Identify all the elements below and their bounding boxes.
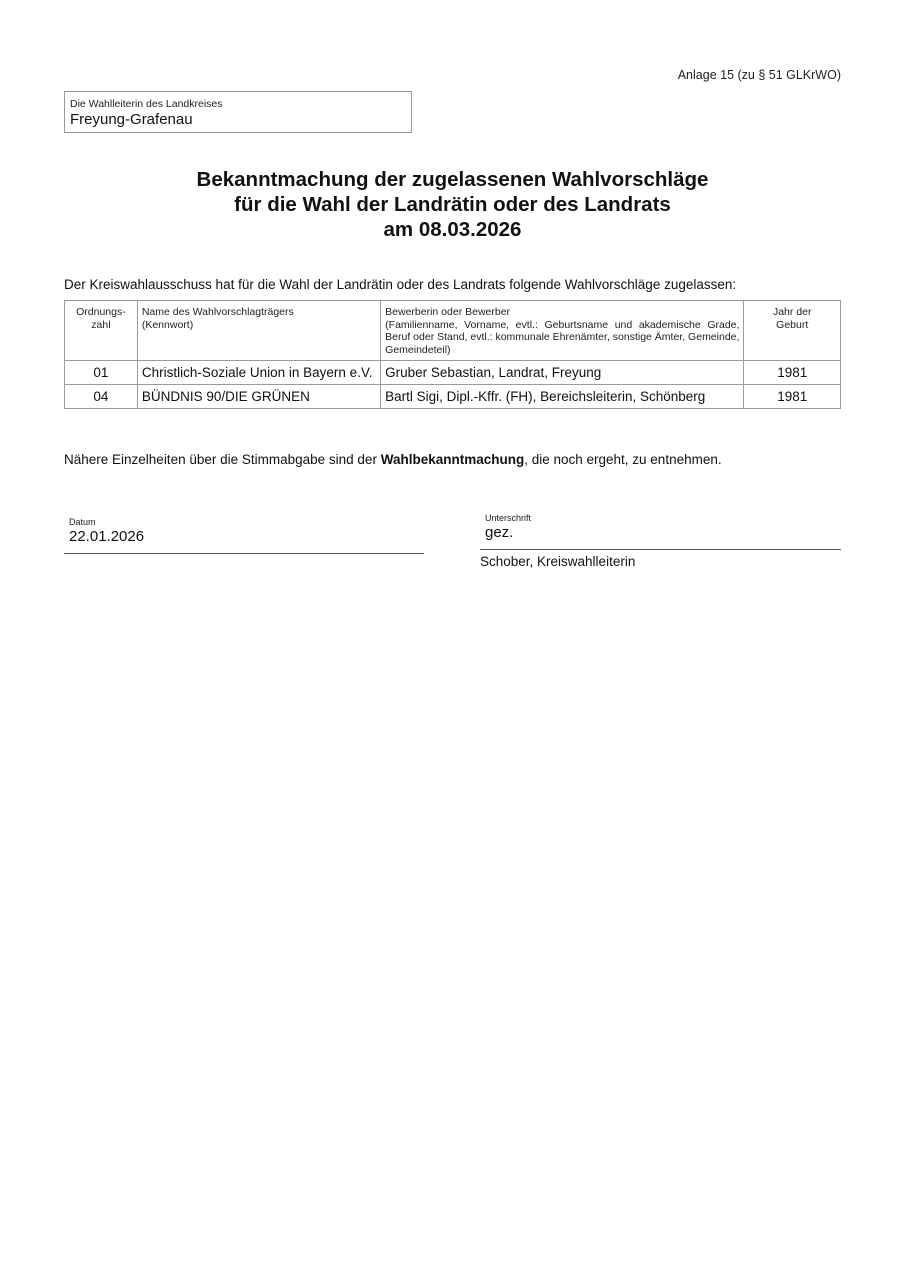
header-number	[65, 301, 138, 361]
signature-label: Unterschrift	[485, 513, 532, 523]
header-number-line2: zahl	[91, 318, 111, 331]
date-value: 22.01.2026	[69, 528, 145, 545]
row-proposer: BÜNDNIS 90/DIE GRÜNEN	[137, 385, 380, 409]
authority-label: Die Wahlleiterin des Landkreises	[70, 98, 223, 110]
header-birth-year	[744, 301, 841, 361]
title-line-3: am 08.03.2026	[383, 218, 522, 241]
row-candidate: Gruber Sebastian, Landrat, Freyung	[381, 361, 744, 385]
details-note	[64, 452, 722, 467]
annex-reference: Anlage 15 (zu § 51 GLKrWO)	[677, 68, 841, 82]
date-field	[64, 517, 424, 554]
election-proposals-table	[64, 300, 841, 409]
table-row	[65, 385, 841, 409]
details-text-after: , die noch ergeht, zu entnehmen.	[524, 452, 722, 467]
title-line-2: für die Wahl der Landrätin oder des Landrats	[234, 193, 671, 216]
table-header-row	[65, 301, 841, 361]
header-year-line1: Jahr der	[772, 306, 812, 318]
header-candidate-line2: (Familienname, Vorname, evtl.: Geburtsname und akademische Grade, Beruf oder Stand, evtl.: kommunale Ehrenämter, sonstige Ämter, Gemeinde, Gemeindeteil)	[385, 318, 740, 356]
header-proposer-line1: Name des Wahlvorschlagträgers	[141, 306, 294, 318]
row-birth-year: 1981	[744, 385, 841, 409]
row-candidate: Bartl Sigi, Dipl.-Kffr. (FH), Bereichsleiterin, Schönberg	[381, 385, 744, 409]
table-row	[65, 361, 841, 385]
date-underline	[64, 553, 424, 554]
document-title	[0, 167, 905, 242]
row-proposer: Christlich-Soziale Union in Bayern e.V.	[137, 361, 380, 385]
title-line-1: Bekanntmachung der zugelassenen Wahlvorschläge	[196, 168, 709, 191]
row-number: 04	[65, 385, 138, 409]
date-label: Datum	[69, 517, 96, 527]
intro-text: Der Kreiswahlausschuss hat für die Wahl der Landrätin oder des Landrats folgende Wahlvorschläge zugelassen:	[64, 277, 737, 292]
row-number: 01	[65, 361, 138, 385]
details-text-before: Nähere Einzelheiten über die Stimmabgabe sind der	[64, 452, 381, 467]
signature-field	[480, 513, 841, 569]
header-candidate-line1: Bewerberin oder Bewerber	[385, 306, 511, 318]
header-candidate	[381, 301, 744, 361]
signer-name: Schober, Kreiswahlleiterin	[480, 554, 636, 569]
issuing-authority-box	[64, 91, 412, 133]
header-proposer-line2: (Kennwort)	[141, 318, 194, 331]
authority-name: Freyung-Grafenau	[70, 111, 193, 128]
header-number-line1: Ordnungs-	[76, 306, 126, 318]
details-bold-term: Wahlbekanntmachung	[380, 452, 525, 467]
header-year-line2: Geburt	[776, 318, 809, 331]
signature-value: gez.	[485, 524, 514, 541]
row-birth-year: 1981	[744, 361, 841, 385]
signature-underline	[480, 549, 841, 550]
header-proposer	[137, 301, 380, 361]
